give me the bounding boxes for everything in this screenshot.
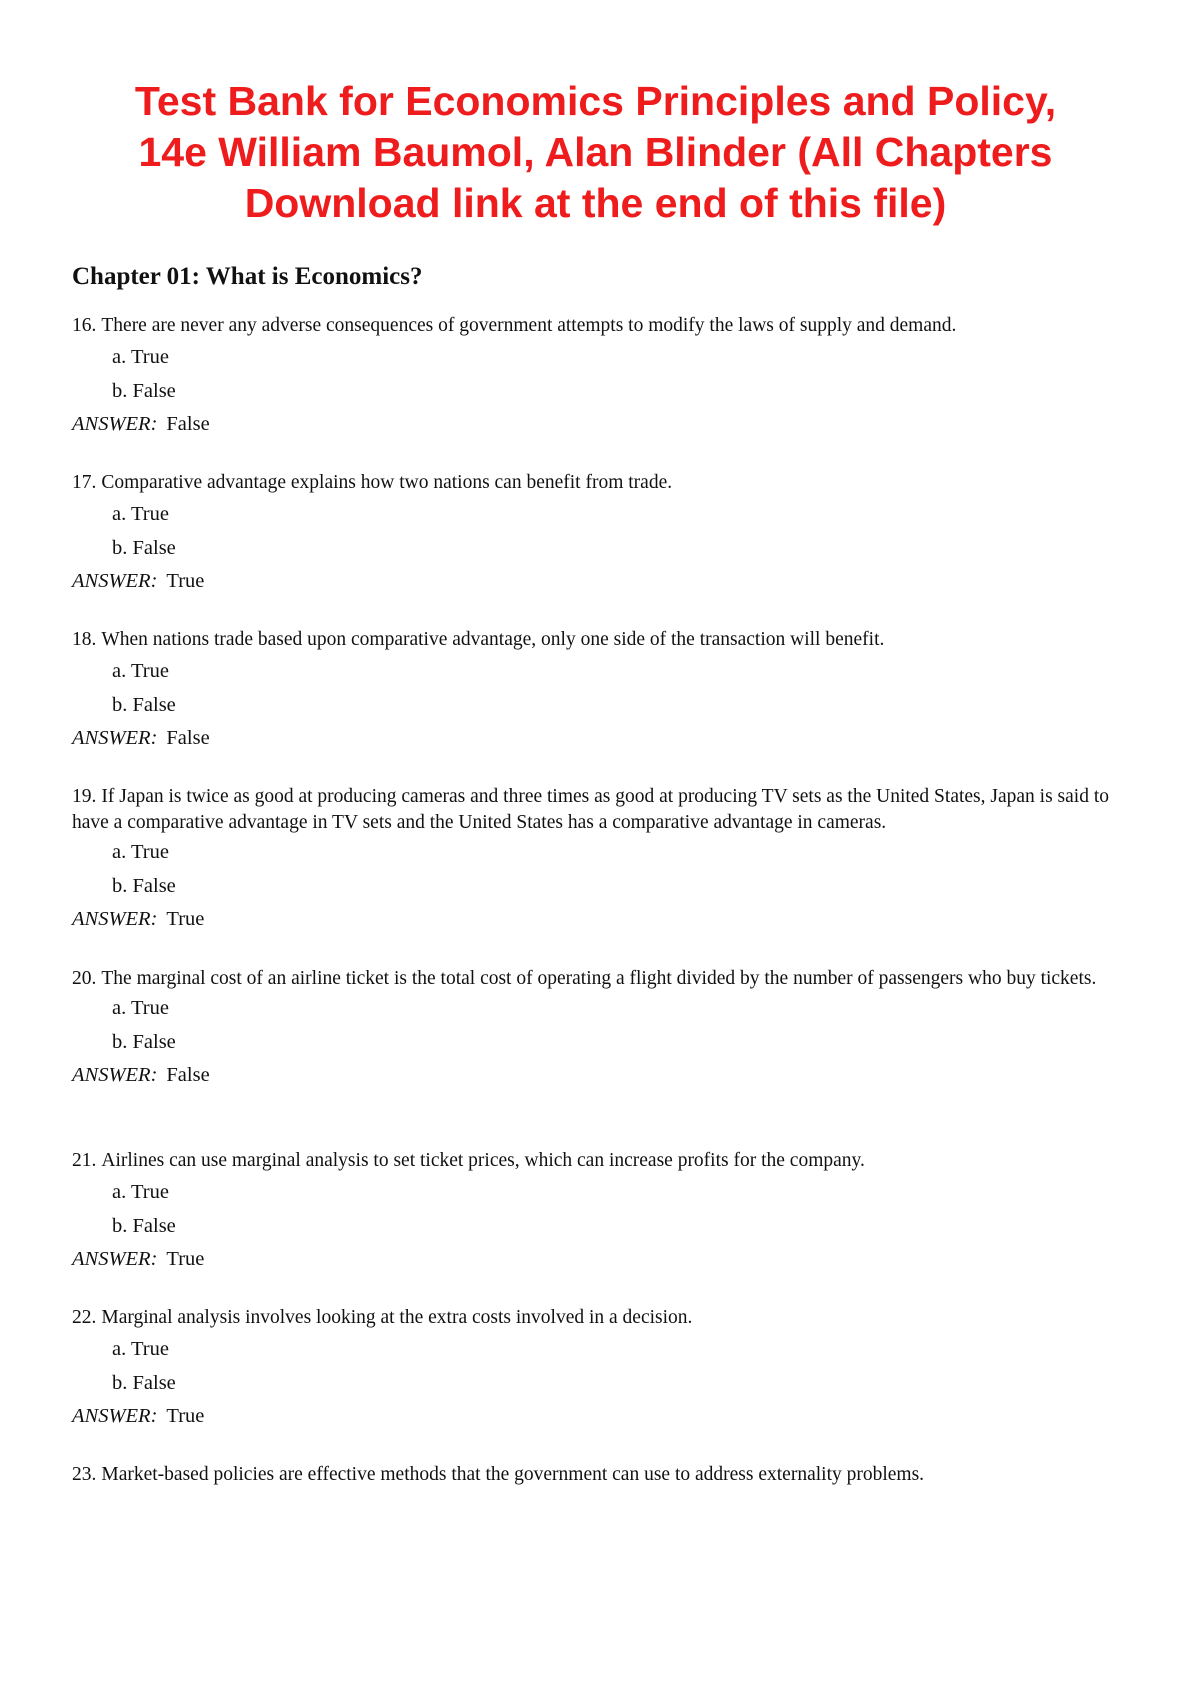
option-a: a. True (112, 660, 169, 682)
title-line-3: Download link at the end of this file) (244, 180, 947, 226)
answer-value: False (166, 1064, 210, 1086)
question-number: 18. (72, 629, 97, 650)
option-b: b. False (112, 694, 176, 716)
question-19 (72, 784, 1147, 931)
question-number: 20. (72, 968, 97, 989)
answer-label: ANSWER: (72, 1248, 158, 1270)
option-a: a. True (112, 841, 169, 863)
answer-label: ANSWER: (72, 727, 158, 749)
option-a: a. True (112, 503, 169, 525)
title-line-1: Test Bank for Economics Principles and Policy, (134, 78, 1057, 124)
option-b: b. False (112, 537, 176, 559)
question-text: 19. If Japan is twice as good at producing cameras and three times as good at producing TV sets as the United States, Japan is said to have a comparative advantage in TV sets and the United States has a comparative advantage in cameras. (72, 786, 1109, 833)
answer-value: True (166, 1405, 205, 1427)
question-16 (72, 313, 1147, 436)
answer-value: True (166, 908, 205, 930)
option-b: b. False (112, 1031, 176, 1053)
chapter-heading: Chapter 01: What is Economics? (72, 263, 423, 290)
question-18 (72, 627, 1147, 750)
answer-line (72, 907, 1147, 931)
question-20 (72, 966, 1147, 1087)
question-22 (72, 1305, 1147, 1428)
answer-line (72, 1404, 1147, 1428)
option-b: b. False (112, 875, 176, 897)
answer-label: ANSWER: (72, 1064, 158, 1086)
question-text: 18. When nations trade based upon comparative advantage, only one side of the transaction will benefit. (72, 629, 885, 650)
answer-value: False (166, 413, 210, 435)
question-number: 16. (72, 315, 97, 336)
title-line-2: 14e William Baumol, Alan Blinder (All Chapters (138, 129, 1053, 175)
answer-value: False (166, 727, 210, 749)
option-a: a. True (112, 1181, 169, 1203)
answer-label: ANSWER: (72, 413, 158, 435)
option-a: a. True (112, 346, 169, 368)
answer-line (72, 569, 1147, 593)
answer-line (72, 412, 1147, 436)
question-text: 16. There are never any adverse consequences of government attempts to modify the laws of supply and demand. (72, 315, 957, 336)
question-number: 22. (72, 1307, 97, 1328)
question-21 (72, 1148, 1147, 1271)
answer-value: True (166, 570, 205, 592)
option-a: a. True (112, 997, 169, 1019)
question-number: 19. (72, 786, 97, 807)
option-a: a. True (112, 1338, 169, 1360)
option-b: b. False (112, 1372, 176, 1394)
answer-label: ANSWER: (72, 570, 158, 592)
question-17 (72, 470, 1147, 593)
question-text: 21. Airlines can use marginal analysis to set ticket prices, which can increase profits for the company. (72, 1150, 865, 1171)
question-text: 22. Marginal analysis involves looking at the extra costs involved in a decision. (72, 1307, 693, 1328)
option-b: b. False (112, 1215, 176, 1237)
question-number: 17. (72, 472, 97, 493)
question-text: 23. Market-based policies are effective methods that the government can use to address externality problems. (72, 1464, 925, 1485)
question-text: 20. The marginal cost of an airline ticket is the total cost of operating a flight divided by the number of passengers who buy tickets. (72, 968, 1097, 989)
answer-label: ANSWER: (72, 1405, 158, 1427)
answer-value: True (166, 1248, 205, 1270)
option-b: b. False (112, 380, 176, 402)
document-title (60, 76, 1131, 229)
question-text: 17. Comparative advantage explains how two nations can benefit from trade. (72, 472, 673, 493)
question-23 (72, 1462, 1147, 1488)
question-number: 21. (72, 1150, 97, 1171)
answer-line (72, 726, 1147, 750)
question-number: 23. (72, 1464, 97, 1485)
answer-label: ANSWER: (72, 908, 158, 930)
answer-line (72, 1247, 1147, 1271)
answer-line (72, 1063, 1147, 1087)
